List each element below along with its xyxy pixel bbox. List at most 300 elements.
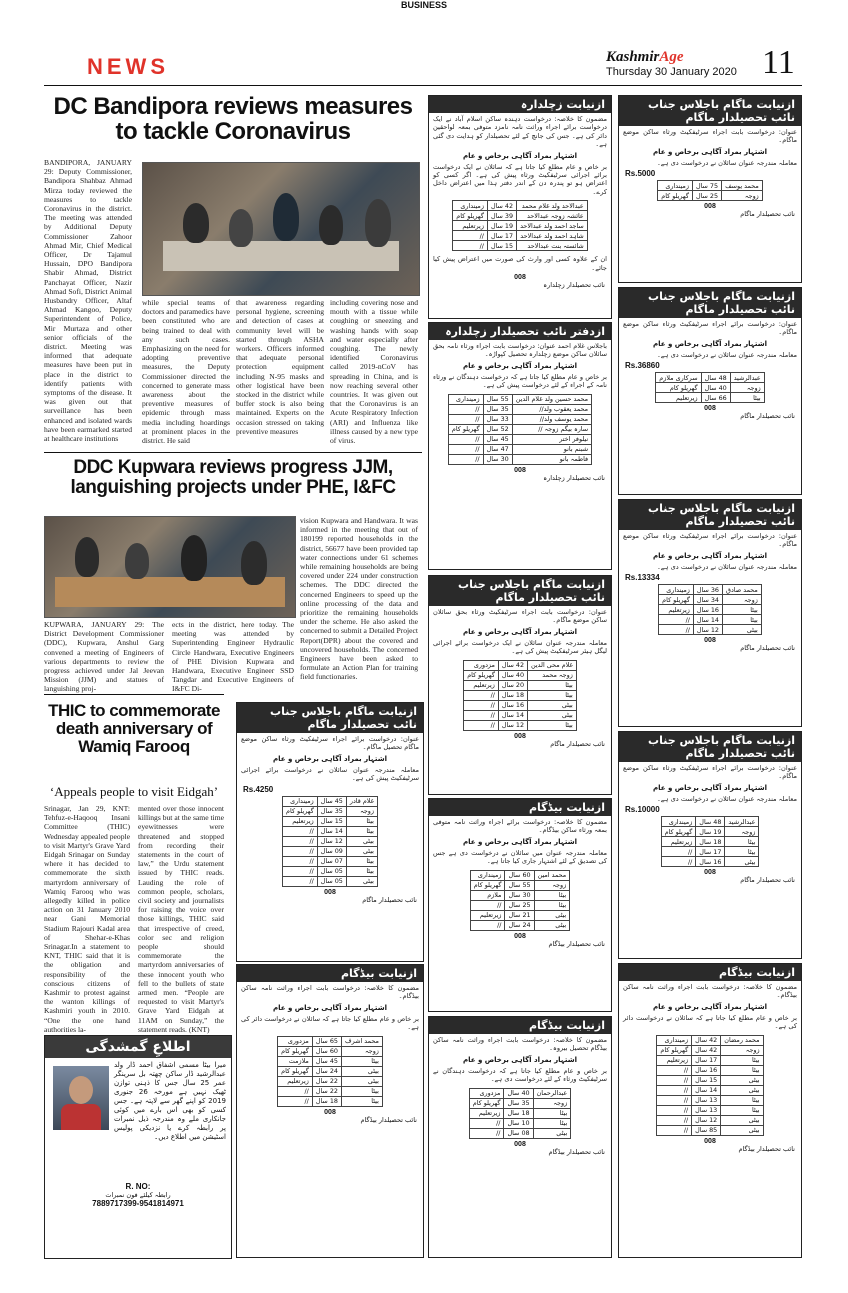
notice-title: ازنیابت بیڈگام	[619, 964, 801, 981]
story2-photo	[44, 516, 296, 618]
table-cell: سرکاری ملازم	[656, 373, 701, 383]
table-cell: //	[469, 1128, 504, 1138]
table-cell: //	[469, 1118, 504, 1128]
story1-col3: that awareness regarding personal hygiene, screening and detection of cases at community level will be started through ASHA workers. Officers informed that adequate personal protection equipment including N-95 masks and other logistical have been stocked in the district while buffer stock is also being maintained. Experts on the occasion stressed on taking preventive measures	[236, 298, 324, 436]
table-cell: بیٹی	[725, 857, 759, 867]
notice-subtitle: اشتہار بمراد آگاہی برخاص و عام	[463, 151, 577, 160]
table-row	[448, 434, 591, 444]
table-cell: بیٹا	[528, 680, 577, 690]
table-row	[659, 615, 762, 625]
table-cell: 19 سال	[487, 221, 516, 231]
table-row	[278, 1056, 383, 1066]
table-cell: بیٹا	[730, 393, 764, 403]
masthead-logo	[606, 48, 756, 66]
notice-intro: مضمون کا خلاصہ: درخواست برائے اجراء وراثت نامہ متوفی بمعہ ورثاء ساکن بیڈگام۔	[433, 818, 607, 835]
table-cell: زمینداری	[453, 201, 488, 211]
notice-body: معاملہ مندرجہ عنوان سائلان نے درخواست دی ہے۔	[656, 562, 797, 571]
table-cell: 40 سال	[701, 383, 730, 393]
table-cell: //	[448, 414, 483, 424]
table-cell: مزدوری	[464, 660, 499, 670]
table-cell: //	[278, 1086, 313, 1096]
heirs-table	[656, 1035, 763, 1136]
table-cell: //	[464, 720, 499, 730]
notice-signature: نائب تحصیلدار ماگام	[362, 895, 417, 904]
story2-headline: DDC Kupwara reviews progress JJM, languishing projects under PHE, I&FC	[70, 457, 396, 498]
table-row	[657, 1085, 763, 1095]
table-cell: 25 سال	[692, 191, 721, 201]
table-cell: عبدالرشید	[725, 817, 759, 827]
notice-subtitle: اشتہار بمراد آگاہی برخاص و عام	[463, 1055, 577, 1064]
table-cell: بیٹا	[721, 1065, 763, 1075]
table-cell: گھریلو کام	[656, 383, 701, 393]
table-cell: بیٹا	[341, 1086, 382, 1096]
table-cell: 75 سال	[692, 181, 721, 191]
table-cell: 42 سال	[692, 1035, 721, 1045]
table-cell: زوجہ	[341, 1046, 382, 1056]
table-row	[278, 1076, 383, 1086]
heirs-table	[661, 816, 760, 867]
notice-subtitle: اشتہار بمراد آگاہی برخاص و عام	[463, 837, 577, 846]
table-cell: 85 سال	[692, 1125, 721, 1135]
table-cell: 45 سال	[317, 796, 346, 806]
table-row	[657, 1035, 763, 1045]
notice-body: بر خاص و عام مطلع کیا جاتا ہے کہ سائلان نے درخواست دائر کی ہے۔	[241, 1014, 419, 1032]
table-row	[656, 393, 764, 403]
table-cell: 13 سال	[692, 1105, 721, 1115]
table-cell: عائشہ زوجہ عبدالاحد	[517, 211, 588, 221]
table-cell: گھریلو کام	[469, 1098, 504, 1108]
notice-3	[428, 575, 612, 795]
notice-title: ازدفتر نائب تحصیلدار زچلدارہ	[429, 323, 611, 340]
story3-subhead: ‘Appeals people to visit Eidgah’	[49, 784, 219, 799]
table-cell: //	[657, 1115, 692, 1125]
table-cell: ساجد احمد ولد عبدالاحد	[517, 221, 588, 231]
table-cell: زوجہ محمد	[528, 670, 577, 680]
notice-4	[428, 798, 612, 1012]
notice-code: 008	[514, 932, 526, 940]
table-cell: 20 سال	[498, 680, 527, 690]
table-cell: گھریلو کام	[659, 595, 694, 605]
table-cell: 45 سال	[483, 434, 512, 444]
table-cell: 55 سال	[505, 880, 534, 890]
table-cell: //	[283, 826, 318, 836]
table-row	[453, 201, 588, 211]
table-cell: 15 سال	[317, 816, 346, 826]
table-cell: فاطمہ بانو	[512, 454, 591, 464]
table-cell: 16 سال	[692, 1065, 721, 1075]
table-cell: بیٹی	[341, 1066, 382, 1076]
table-cell: 14 سال	[317, 826, 346, 836]
table-row	[470, 890, 569, 900]
table-cell: //	[657, 1105, 692, 1115]
table-cell: 09 سال	[317, 846, 346, 856]
table-row	[453, 221, 588, 231]
table-cell: بیٹی	[346, 876, 377, 886]
table-cell: 42 سال	[498, 660, 527, 670]
lost-rno: R. NO:	[125, 1182, 151, 1191]
table-cell: 19 سال	[696, 827, 725, 837]
heirs-table	[282, 796, 378, 887]
table-cell: بیٹی	[721, 1125, 763, 1135]
table-cell: 10 سال	[504, 1118, 533, 1128]
notice-body: بر خاص و عام مطلع کیا جاتا ہے کہ سائلان نے درخواست دائر کی ہے۔	[623, 1013, 797, 1031]
table-cell: 16 سال	[696, 857, 725, 867]
notice-subtitle: اشتہار بمراد آگاہی برخاص و عام	[273, 1003, 387, 1012]
notice-intro: عنوان: درخواست برائے اجراء سرٹیفکیٹ ورثاء ساکن موضع ماگام۔	[623, 532, 797, 549]
notice-code: 008	[324, 1108, 336, 1116]
table-cell: بیٹی	[534, 920, 570, 930]
table-cell: 35 سال	[483, 404, 512, 414]
table-row	[661, 847, 759, 857]
heirs-table	[469, 1088, 571, 1139]
table-cell: مزدوری	[278, 1036, 313, 1046]
table-row	[469, 1088, 570, 1098]
table-cell: زیرتعلیم	[278, 1076, 313, 1086]
notice-signature: نائب تحصیلدار ماگام	[740, 412, 795, 421]
story1-col2: while special teams of doctors and paramedics have been constituted who are being trained to deal with any such cases. Emphasizing on the need for adopting preventive measures, the Deputy Commissioner directed the concerned to generate mass awareness about the preventive measures of epidemic through mass media including hoardings at prominent places in the district. He said	[142, 298, 230, 446]
table-cell: بیٹا	[346, 826, 377, 836]
table-cell: //	[661, 857, 696, 867]
table-cell: نیلوفر اختر	[512, 434, 591, 444]
notice-body: معاملہ مندرجہ عنوان سائلان نے ایک درخواست برائے اجرائی لیگل ہیئر سرٹیفکیٹ پیش کی ہے۔	[433, 638, 607, 656]
notice-code: 008	[514, 274, 526, 282]
table-cell: //	[657, 1085, 692, 1095]
table-cell: //	[453, 241, 488, 251]
lost-person-photo	[53, 1066, 109, 1130]
table-cell: زیرتعلیم	[464, 680, 499, 690]
table-cell: //	[283, 866, 318, 876]
masthead	[606, 48, 756, 78]
notice-signature: نائب تحصیلدار زچلدارہ	[543, 473, 605, 482]
table-cell: //	[283, 876, 318, 886]
table-cell: محمد اشرف	[341, 1036, 382, 1046]
table-cell: 47 سال	[483, 444, 512, 454]
table-cell: //	[470, 920, 505, 930]
table-row	[661, 817, 759, 827]
table-cell: 22 سال	[312, 1076, 341, 1086]
notice-code: 008	[514, 1140, 526, 1148]
notice-intro: عنوان: درخواست برائے اجراء سرٹیفکیٹ ورثاء ساکن موضع ماگام۔	[623, 320, 797, 337]
notice-subtitle: اشتہار بمراد آگاہی برخاص و عام	[463, 627, 577, 636]
story1-col1: BANDIPORA, JANUARY 29: Deputy Commissioner, Bandipora Shahbaz Ahmad Mirza today reviewed the measures to tackle Coronavirus in the district. The meeting was attended by Additional Deputy Commissioner Zahoor Ahmad Mir, Chief Medical Officer, Dr Tajamul Hussain, DPO Bandipora Shabir Ahmad, District Panchayat Officer, Nazir Ahmad Sofi, District Animal Husbandry Officer, Altaf Ahmad Kangoo, Deputy Superintendent of Police, Mir Murtaza and other senior officials of the district. Meeting was informed that adequate measures have been put in place in the district to identify patients with symptoms of the disease. It was given out that surveillance has been enhanced and isolated wards have been earmarked started at healthcare institutions	[44, 158, 132, 444]
table-row	[278, 1096, 383, 1106]
table-cell: 18 سال	[504, 1108, 533, 1118]
heirs-table	[470, 870, 570, 931]
table-cell: شاہد احمد ولد عبدالاحد	[517, 231, 588, 241]
table-row	[470, 900, 569, 910]
notice-title: ازنیابت ماگام باجلاس جناب نائب تحصیلدار ماگام	[619, 288, 801, 318]
table-cell: بیٹا	[721, 1105, 763, 1115]
table-cell: بیٹی	[528, 700, 577, 710]
table-cell: 25 سال	[505, 900, 534, 910]
table-cell: غلام قادر	[346, 796, 377, 806]
table-cell: 34 سال	[693, 595, 722, 605]
table-cell: 16 سال	[693, 605, 722, 615]
table-row	[469, 1098, 570, 1108]
heirs-table	[448, 394, 592, 465]
notice-7	[236, 964, 424, 1258]
notice-body: بر خاص و عام مطلع کیا جاتا ہے کہ درخواست دہندگان نے سرٹیفکیٹ ورثاء کے لئے درخواست دی ہے۔	[433, 1066, 607, 1084]
table-row	[470, 870, 569, 880]
table-cell: سارہ بیگم زوجہ //	[512, 424, 591, 434]
table-cell: زوجہ	[346, 806, 377, 816]
notice-signature: نائب تحصیلدار بیڈگام	[360, 1115, 417, 1124]
notice-code: 008	[514, 732, 526, 740]
table-cell: 13 سال	[692, 1095, 721, 1105]
table-cell: 14 سال	[498, 710, 527, 720]
table-cell: 30 سال	[483, 454, 512, 464]
notice-title: ازنیابت زچلدارہ	[429, 96, 611, 113]
notice-intro: باجلاس غلام احمد عنوان: درخواست بابت اجراء ورثاء نامہ بحق سائلان ساکن موضع زچلدارہ تحصیل کپواڑہ۔	[433, 342, 607, 359]
table-cell: بیٹا	[721, 1055, 763, 1065]
notice-body: بر خاص و عام مطلع کیا جاتا ہے کہ سائلان نے ایک درخواست برائے اجرائی سرٹیفکیٹ ورثاء پیش کی ہے۔ اگر کسی کو اعتراض ہو تو پندرہ دن کے اندر دفتر ہذا میں اعتراض داخل کرے۔	[433, 162, 607, 196]
table-cell: 16 سال	[498, 700, 527, 710]
table-row	[448, 454, 591, 464]
table-cell: زوجہ	[730, 383, 764, 393]
notice-code: 008	[704, 869, 716, 877]
table-row	[470, 920, 569, 930]
notice-signature: نائب تحصیلدار بیڈگام	[548, 939, 605, 948]
table-row	[661, 857, 759, 867]
table-cell: 17 سال	[692, 1055, 721, 1065]
table-cell: 18 سال	[498, 690, 527, 700]
table-cell: بیٹا	[533, 1118, 571, 1128]
table-row	[283, 856, 378, 866]
page-number: 11	[762, 44, 795, 81]
table-row	[659, 605, 762, 615]
table-cell: //	[448, 454, 483, 464]
table-cell: 22 سال	[312, 1086, 341, 1096]
table-row	[283, 806, 378, 816]
table-cell: محمد حسین ولد غلام الدین	[512, 394, 591, 404]
notice-code: 008	[704, 405, 716, 413]
table-row	[657, 1095, 763, 1105]
table-cell: بیٹا	[721, 1095, 763, 1105]
table-row	[283, 876, 378, 886]
table-cell: 48 سال	[701, 373, 730, 383]
table-cell: گھریلو کام	[278, 1066, 313, 1076]
table-cell: بیٹی	[534, 910, 570, 920]
section-top-label: BUSINESS	[400, 0, 447, 10]
notice-intro: مضمون کا خلاصہ: درخواست بابت اجراء وراثت نامہ ساکن بیڈگام۔	[241, 984, 419, 1001]
story1-col4: including covering nose and mouth with a tissue while coughing or sneezing and washing hands with soap and water especially after coughing. The newly identified Coronavirus called 2019-nCoV has spreading in China, and is now reaching several other countries. It was given out that the Coronavirus is an Acute Respiratory Infection (ARI) and Influenza like illness caused by a new type of virus.	[330, 298, 418, 446]
table-cell: زوجہ	[533, 1098, 571, 1108]
table-cell: غلام محی الدین	[528, 660, 577, 670]
table-cell: زمینداری	[283, 796, 318, 806]
story2-divider	[44, 694, 224, 695]
table-cell: 14 سال	[692, 1085, 721, 1095]
notice-body: بر خاص و عام مطلع کیا جاتا ہے کہ درخواست دہندگان نے ورثاء نامہ کے اجراء کے لئے درخواست پیش کی ہے۔	[433, 372, 607, 390]
table-cell: گھریلو کام	[657, 1045, 692, 1055]
table-cell: عبدالرحمان	[533, 1088, 571, 1098]
table-cell: گھریلو کام	[283, 806, 318, 816]
table-cell: 07 سال	[317, 856, 346, 866]
notice-signature: نائب تحصیلدار بیڈگام	[548, 1147, 605, 1156]
table-cell: 30 سال	[505, 890, 534, 900]
table-cell: 48 سال	[696, 817, 725, 827]
table-row	[278, 1066, 383, 1076]
notice-signature: نائب تحصیلدار بیڈگام	[738, 1144, 795, 1153]
table-cell: بیٹا	[534, 900, 570, 910]
table-cell: بیٹی	[721, 1115, 763, 1125]
table-cell: 08 سال	[504, 1128, 533, 1138]
notice-11	[618, 731, 802, 959]
notice-intro: مضمون کا خلاصہ: درخواست بابت اجراء وراثت نامہ ساکن بیڈگام۔	[623, 983, 797, 1000]
notice-amount: Rs.13334	[625, 573, 660, 583]
notice-amount: Rs.36860	[625, 361, 660, 371]
table-cell: محمد یوسف	[722, 181, 763, 191]
lost-footer: رابطہ کیلئے فون نمبرات	[105, 1191, 171, 1199]
story3-col1: Srinagar, Jan 29, KNT: Tehfuz-e-Haqooq Insani Committee (THIC) Wednesday appealed people to visit Martyr's Grave Yard Eidgah Srinagar on Sunday where it has decided to commemorate the sixth martyrdom anniversary of Wamiq Farooq who was allegedly killed in police action on 31 January 2010 near Gani Memorial Stadium Rajouri Kadal area of Shehar-e-Khas Srinagar.In a statement to KNT, THIC said that it is the obligation and responsibility of the conscious citizens of Kashmir to protest against the wanton killings of Kashmiri youth in 2010. “One the one hand authorities la-	[44, 804, 130, 1034]
table-cell: زیرتعلیم	[661, 837, 696, 847]
table-cell: //	[448, 434, 483, 444]
table-row	[448, 444, 591, 454]
table-cell: زوجہ	[725, 827, 759, 837]
table-cell: 45 سال	[312, 1056, 341, 1066]
table-row	[283, 816, 378, 826]
table-row	[448, 414, 591, 424]
notice-5	[428, 1016, 612, 1258]
table-cell: 18 سال	[312, 1096, 341, 1106]
story2-col3: vision Kupwara and Handwara. It was informed in the meeting that out of 180199 reported households in the district, 56677 have been provided tap water connections under 61 schemes while remaining households are being covered under 224 under construction schemes. The DDC directed the concerned Engineers to speed up the online processing of the data and prioritize the remaining households under the scheme. He also asked the concerned to submit a Detailed Project Report(DPR) about the covered and uncovered households. The concerned Engineers have been asked to formulate an Action Plan for training field functionaries.	[300, 516, 418, 682]
table-cell: 15 سال	[487, 241, 516, 251]
table-cell: عبدالرشید	[730, 373, 764, 383]
table-cell: بیٹا	[341, 1096, 382, 1106]
table-cell: زمینداری	[448, 394, 483, 404]
table-row	[448, 424, 591, 434]
notice-title: ازنیابت بیڈگام	[237, 965, 423, 982]
table-cell: شائستہ بنت عبدالاحد	[517, 241, 588, 251]
notice-body: معاملہ مندرجہ عنوان سائلان نے درخواست دی ہے۔	[656, 158, 797, 167]
table-cell: زیرتعلیم	[470, 910, 505, 920]
notice-code: 008	[704, 203, 716, 211]
table-row	[657, 1075, 763, 1085]
story3-col2: mented over those innocent killings but at the same time eyewitnesses were threatened and stopped from recording their statements in the court of law,” the Urdu statement issued by THIC reads. Lauding the role of common people, scholars, civil society and journalists for raising the voice over those killings, THIC said that irrespective of creed, color sec and religion people should commemorate the martyrdom anniversaries of these innocent youth who fell to the bullets of state armed men. “People are requested to visit Martyr's Grave Yard Eidgah at 11AM on Sunday,” the statement reads. (KNT)	[138, 804, 224, 1034]
table-cell: 39 سال	[487, 211, 516, 221]
notice-title: ازنیابت ماگام باجلاس جناب نائب تحصیلدار ماگام	[619, 500, 801, 530]
table-row	[659, 625, 762, 635]
notice-subtitle: اشتہار بمراد آگاہی برخاص و عام	[463, 361, 577, 370]
table-cell: بیٹا	[346, 816, 377, 826]
table-cell: محمد امین	[534, 870, 570, 880]
table-row	[657, 1055, 763, 1065]
table-cell: 42 سال	[692, 1045, 721, 1055]
table-cell: ملازمت	[278, 1056, 313, 1066]
table-cell: 24 سال	[505, 920, 534, 930]
lost-notice-title: اطلاعِ گمشدگی	[45, 1036, 231, 1058]
notice-8	[618, 95, 802, 283]
table-cell: //	[283, 856, 318, 866]
table-row	[661, 827, 759, 837]
table-cell: 15 سال	[692, 1075, 721, 1085]
notice-subtitle: اشتہار بمراد آگاہی برخاص و عام	[273, 754, 387, 763]
notice-intro: مضمون کا خلاصہ: درخواست بابت اجراء وراثت نامہ ساکن بیڈگام تحصیل بیروہ۔	[433, 1036, 607, 1053]
table-cell: //	[657, 1125, 692, 1135]
table-row	[659, 595, 762, 605]
table-row	[469, 1108, 570, 1118]
table-cell: بیٹا	[528, 720, 577, 730]
table-cell: زمینداری	[470, 870, 505, 880]
table-cell: 60 سال	[505, 870, 534, 880]
table-cell: گھریلو کام	[278, 1046, 313, 1056]
notice-footnote: ان کے علاوہ کسی اور وارث کی صورت میں اعتراض پیش کیا جائے۔	[433, 255, 607, 272]
table-cell: 40 سال	[504, 1088, 533, 1098]
table-cell: 18 سال	[696, 837, 725, 847]
table-cell: بیٹا	[346, 856, 377, 866]
notice-9	[618, 287, 802, 495]
table-cell: 52 سال	[483, 424, 512, 434]
table-row	[657, 1125, 763, 1135]
table-cell: //	[283, 836, 318, 846]
table-cell: بیٹی	[346, 836, 377, 846]
table-row	[283, 826, 378, 836]
notice-title: ازنیابت ماگام باجلاس جناب نائب تحصیلدار ماگام	[619, 96, 801, 126]
table-cell: بیٹی	[528, 710, 577, 720]
table-cell: //	[464, 700, 499, 710]
table-cell: 35 سال	[504, 1098, 533, 1108]
notice-intro: عنوان: درخواست بابت اجراء سرٹیفکیٹ ورثاء بحق سائلان ساکن موضع ماگام۔	[433, 608, 607, 625]
table-cell: //	[448, 404, 483, 414]
table-cell: محمد رمضان	[721, 1035, 763, 1045]
table-cell: //	[448, 444, 483, 454]
table-cell: محمد یعقوب ولد//	[512, 404, 591, 414]
notice-intro: عنوان: درخواست برائے اجراء سرٹیفکیٹ ورثاء ساکن موضع ماگام۔	[623, 764, 797, 781]
table-row	[283, 866, 378, 876]
story1-divider	[44, 452, 422, 453]
heirs-table	[655, 372, 764, 403]
heirs-table	[452, 200, 588, 251]
table-cell: بیٹا	[723, 605, 762, 615]
table-row	[464, 660, 577, 670]
table-cell: //	[470, 900, 505, 910]
table-cell: بیٹی	[341, 1076, 382, 1086]
table-cell: زیرتعلیم	[283, 816, 318, 826]
table-cell: بیٹی	[721, 1085, 763, 1095]
table-cell: //	[661, 847, 696, 857]
table-cell: //	[464, 690, 499, 700]
table-cell: بیٹا	[725, 837, 759, 847]
table-cell: محمد یوسف ولد//	[512, 414, 591, 424]
notice-title: ازنیابت ماگام باجلاس جناب نائب تحصیلدار ماگام	[429, 576, 611, 606]
notice-signature: نائب تحصیلدار ماگام	[550, 739, 605, 748]
notice-body: معاملہ مندرجہ عنوان سائلان نے درخواست برائے اجرائی سرٹیفکیٹ پیش کی ہے۔	[241, 765, 419, 783]
story1-photo	[142, 162, 420, 296]
table-cell: زیرتعلیم	[656, 393, 701, 403]
notice-signature: نائب تحصیلدار زچلدارہ	[543, 281, 605, 290]
table-row	[658, 191, 763, 201]
table-cell: زوجہ	[721, 1045, 763, 1055]
table-cell: بیٹی	[723, 625, 762, 635]
story3-headline: THIC to commemorate death anniversary of Wamiq Farooq	[48, 701, 220, 756]
table-cell: زوجہ	[722, 191, 763, 201]
notice-body: معاملہ مندرجہ عنوان سائلان نے درخواست دی ہے۔	[656, 350, 797, 359]
table-cell: 42 سال	[487, 201, 516, 211]
heirs-table	[277, 1036, 383, 1107]
table-row	[278, 1036, 383, 1046]
table-cell: //	[453, 231, 488, 241]
table-row	[283, 796, 378, 806]
table-row	[657, 1045, 763, 1055]
table-cell: بیٹا	[533, 1108, 571, 1118]
notice-6	[236, 702, 424, 962]
notice-2	[428, 322, 612, 570]
notice-amount: Rs.5000	[625, 169, 656, 179]
table-row	[656, 383, 764, 393]
story2-col2: ects in the district, here today. The meeting was attended by Superintending Engineer Hydraulic Circle Handwara, Executive Engineers of PHE Division Kupwara and Handwara, Executive Engineer SSD Tangdar and Executive Engineers of I&FC Di-	[172, 620, 294, 694]
table-cell: زمینداری	[657, 1035, 692, 1045]
table-cell: 17 سال	[487, 231, 516, 241]
table-row	[464, 710, 577, 720]
